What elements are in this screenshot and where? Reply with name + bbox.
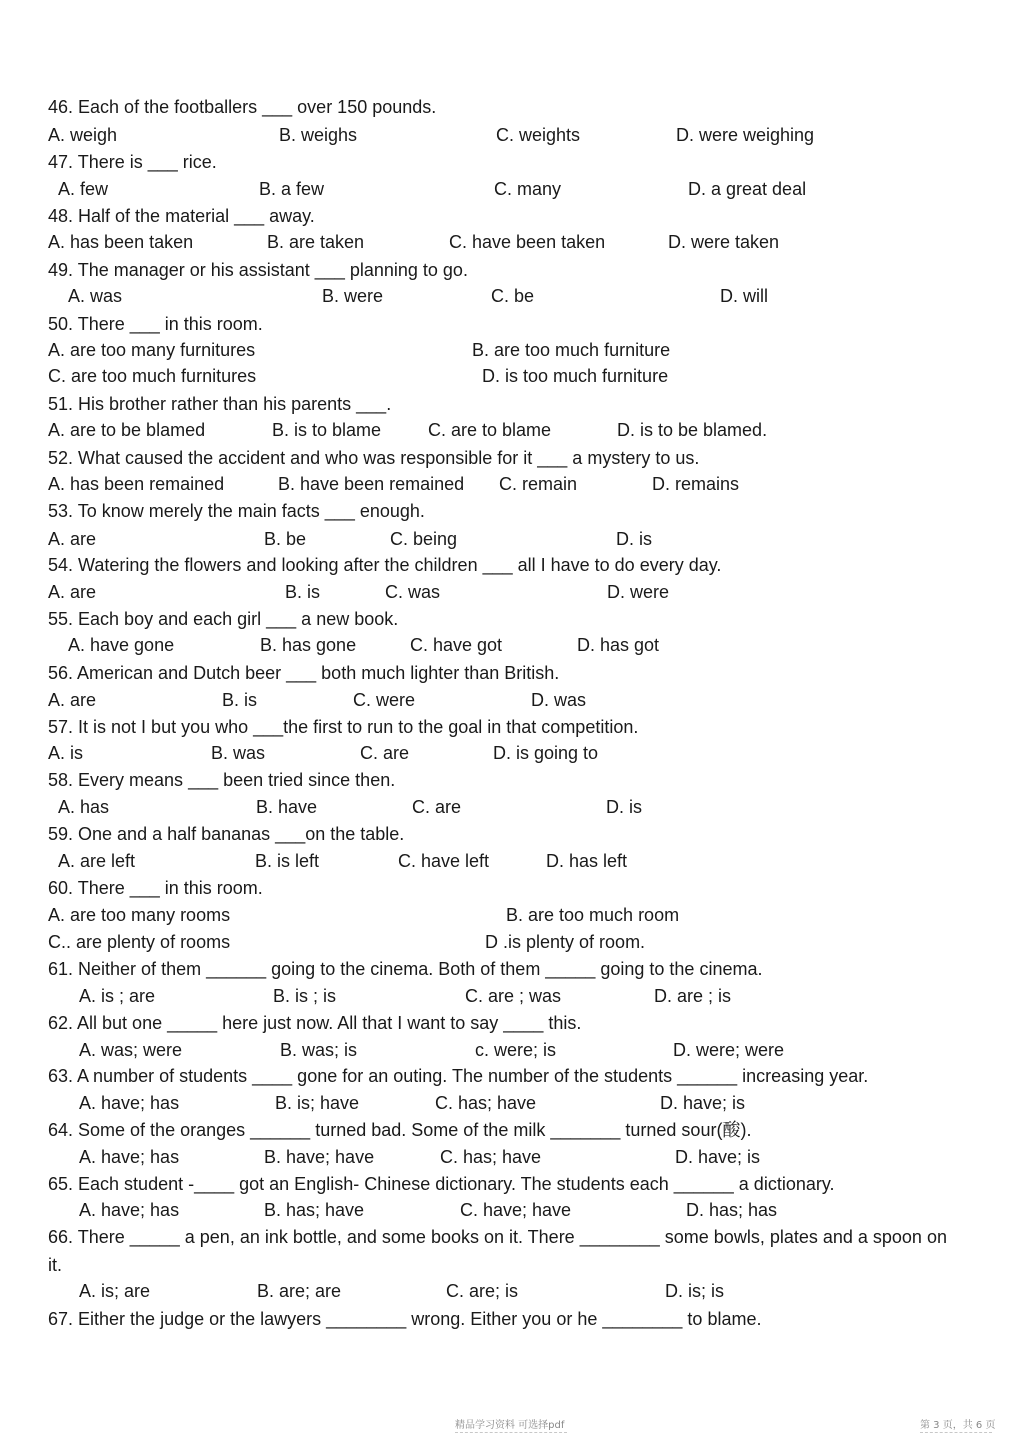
question-51 [0, 391, 1024, 417]
option-c: C. are to blame [428, 420, 552, 440]
question-55 [0, 606, 1024, 632]
option-b: B. have been remained [278, 474, 465, 494]
question-59 [0, 821, 1024, 847]
option-a: A. is [48, 743, 84, 763]
option-c: C. have got [410, 635, 503, 655]
option-c: C. are [412, 797, 462, 817]
option-b: B. a few [259, 179, 325, 199]
option-c: C. being [390, 529, 458, 549]
options-61 [0, 983, 1024, 1009]
question-66 [0, 1224, 1024, 1250]
options-60-row2 [0, 929, 1024, 955]
options-56 [0, 687, 1024, 713]
option-d: D. is to be blamed. [617, 420, 768, 440]
option-b: B. was [211, 743, 266, 763]
option-d: D. is [616, 529, 652, 549]
option-c: C. are ; was [465, 986, 562, 1006]
option-b: B. is left [255, 851, 320, 871]
option-b: B. be [264, 529, 307, 549]
option-b: B. are too much room [506, 905, 680, 925]
option-c: C. are too much furnitures [48, 366, 257, 386]
option-a: A. has been remained [48, 474, 225, 494]
question-stem: 55. Each boy and each girl ___ a new book. [48, 609, 399, 629]
option-d: D. a great deal [688, 179, 807, 199]
question-62 [0, 1010, 1024, 1036]
option-d: D. will [720, 286, 768, 306]
question-65 [0, 1171, 1024, 1197]
option-a: A. is ; are [79, 986, 156, 1006]
question-stem: 66. There _____ a pen, an ink bottle, and some books on it. There ________ some bowls, plates and a spoon on [48, 1227, 947, 1247]
option-b: B. have [256, 797, 318, 817]
option-b: B. are; are [257, 1281, 342, 1301]
footer-divider-left [455, 1432, 567, 1433]
options-59 [0, 848, 1024, 874]
option-c: C. were [353, 690, 416, 710]
option-a: A. have gone [68, 635, 175, 655]
question-50 [0, 311, 1024, 337]
option-d: D. have; is [660, 1093, 746, 1113]
question-stem: 50. There ___ in this room. [48, 314, 263, 334]
question-64 [0, 1117, 1024, 1143]
option-b: B. is ; is [273, 986, 337, 1006]
option-c: C. have left [398, 851, 490, 871]
option-c: C. has; have [440, 1147, 542, 1167]
option-b: B. is to blame [272, 420, 382, 440]
question-stem: 58. Every means ___ been tried since then. [48, 770, 396, 790]
question-stem: 62. All but one _____ here just now. All that I want to say ____ this. [48, 1013, 582, 1033]
option-d: D. remains [652, 474, 740, 494]
option-a: A. are [48, 582, 97, 602]
footer-page-number: 第 3 页，共 6 页 [920, 1420, 996, 1431]
option-a: A. is; are [79, 1281, 151, 1301]
options-54 [0, 579, 1024, 605]
question-60 [0, 875, 1024, 901]
option-a: A. was; were [79, 1040, 183, 1060]
option-d: D. has got [577, 635, 660, 655]
question-stem: 59. One and a half bananas ___on the table. [48, 824, 405, 844]
question-47 [0, 149, 1024, 175]
option-c: C. remain [499, 474, 578, 494]
options-50-row2 [0, 363, 1024, 389]
option-b: B. are taken [267, 232, 365, 252]
option-d: D. is [606, 797, 642, 817]
option-a: A. few [58, 179, 109, 199]
option-a: A. are [48, 529, 97, 549]
option-c: C. are [360, 743, 410, 763]
option-d: D. is; is [665, 1281, 725, 1301]
options-46 [0, 122, 1024, 148]
options-60-row1 [0, 902, 1024, 928]
option-c: C. have; have [460, 1200, 572, 1220]
option-d: D. has; has [686, 1200, 778, 1220]
question-stem: 53. To know merely the main facts ___ enough. [48, 501, 425, 521]
option-c: C. many [494, 179, 562, 199]
option-a: A. have; has [79, 1200, 180, 1220]
option-a: A. are [48, 690, 97, 710]
options-58 [0, 794, 1024, 820]
question-stem: 54. Watering the flowers and looking after the children ___ all I have to do every day. [48, 555, 722, 575]
option-a: A. have; has [79, 1093, 180, 1113]
question-stem: 51. His brother rather than his parents ___. [48, 394, 392, 414]
question-stem: 61. Neither of them ______ going to the cinema. Both of them _____ going to the cinema. [48, 959, 763, 979]
option-d: D. are ; is [654, 986, 732, 1006]
option-d: D. is going to [493, 743, 599, 763]
question-66-continued [0, 1252, 1024, 1278]
footer-divider-right [920, 1432, 992, 1433]
question-stem: 67. Either the judge or the lawyers ________ wrong. Either you or he ________ to blame. [48, 1309, 762, 1329]
option-d: D. was [531, 690, 587, 710]
options-55 [0, 632, 1024, 658]
question-58 [0, 767, 1024, 793]
question-63 [0, 1063, 1024, 1089]
options-52 [0, 471, 1024, 497]
question-54 [0, 552, 1024, 578]
question-48 [0, 203, 1024, 229]
option-c: C. be [491, 286, 535, 306]
options-64 [0, 1144, 1024, 1170]
option-d: D. were taken [668, 232, 780, 252]
option-b: B. is [222, 690, 258, 710]
options-50-row1 [0, 337, 1024, 363]
option-b: B. weighs [279, 125, 358, 145]
footer-left-text: 精品学习资料 可选择pdf [455, 1420, 565, 1431]
question-stem: 46. Each of the footballers ___ over 150 pounds. [48, 97, 437, 117]
question-46 [0, 94, 1024, 120]
option-c: C. was [385, 582, 441, 602]
option-b: B. was; is [280, 1040, 358, 1060]
option-a: A. are left [58, 851, 136, 871]
options-65 [0, 1197, 1024, 1223]
option-c: C. are; is [446, 1281, 519, 1301]
option-b: B. is [285, 582, 321, 602]
option-a: A. have; has [79, 1147, 180, 1167]
options-53 [0, 526, 1024, 552]
option-d: D. is too much furniture [482, 366, 669, 386]
option-a: A. has been taken [48, 232, 194, 252]
options-66 [0, 1278, 1024, 1304]
question-stem: 52. What caused the accident and who was responsible for it ___ a mystery to us. [48, 448, 700, 468]
options-57 [0, 740, 1024, 766]
option-a: A. was [68, 286, 123, 306]
question-stem: 65. Each student -____ got an English- Chinese dictionary. The students each ______ a dictionary. [48, 1174, 835, 1194]
question-stem: 49. The manager or his assistant ___ planning to go. [48, 260, 468, 280]
options-47 [0, 176, 1024, 202]
question-stem: 64. Some of the oranges ______ turned bad. Some of the milk _______ turned sour(酸). [48, 1120, 752, 1140]
question-52 [0, 445, 1024, 471]
option-b: B. has gone [260, 635, 357, 655]
options-62 [0, 1037, 1024, 1063]
option-d: D. has left [546, 851, 628, 871]
option-c: C. have been taken [449, 232, 606, 252]
question-stem-continuation: it. [48, 1255, 63, 1275]
options-49 [0, 283, 1024, 309]
option-c: C. weights [496, 125, 581, 145]
option-d: D. were [607, 582, 670, 602]
question-53 [0, 498, 1024, 524]
question-stem: 57. It is not I but you who ___the first to run to the goal in that competition. [48, 717, 639, 737]
question-stem: 63. A number of students ____ gone for an outing. The number of the students ______ increasing year. [48, 1066, 869, 1086]
option-a: A. are to be blamed [48, 420, 206, 440]
option-d: D. have; is [675, 1147, 761, 1167]
question-stem: 48. Half of the material ___ away. [48, 206, 315, 226]
option-a: A. are too many furnitures [48, 340, 256, 360]
option-b: B. were [322, 286, 384, 306]
option-b: B. has; have [264, 1200, 365, 1220]
option-a: A. are too many rooms [48, 905, 231, 925]
question-stem: 60. There ___ in this room. [48, 878, 263, 898]
option-d: D. were weighing [676, 125, 815, 145]
option-b: B. is; have [275, 1093, 360, 1113]
question-49 [0, 257, 1024, 283]
option-a: A. weigh [48, 125, 118, 145]
options-48 [0, 229, 1024, 255]
option-b: B. have; have [264, 1147, 375, 1167]
question-stem: 56. American and Dutch beer ___ both much lighter than British. [48, 663, 560, 683]
question-61 [0, 956, 1024, 982]
question-stem: 47. There is ___ rice. [48, 152, 217, 172]
option-b: B. are too much furniture [472, 340, 671, 360]
question-56 [0, 660, 1024, 686]
option-c: c. were; is [475, 1040, 557, 1060]
options-51 [0, 417, 1024, 443]
option-d: D .is plenty of room. [485, 932, 646, 952]
question-57 [0, 714, 1024, 740]
options-63 [0, 1090, 1024, 1116]
option-c: C. has; have [435, 1093, 537, 1113]
option-c: C.. are plenty of rooms [48, 932, 231, 952]
question-67 [0, 1306, 1024, 1332]
option-d: D. were; were [673, 1040, 785, 1060]
option-a: A. has [58, 797, 110, 817]
